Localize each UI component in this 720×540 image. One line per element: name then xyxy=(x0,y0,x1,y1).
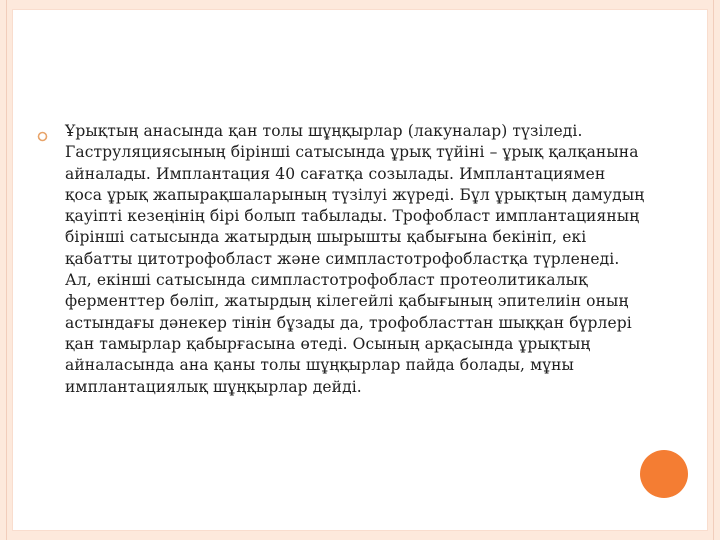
slide-body-paragraph: Ұрықтың анасында қан толы шұңқырлар (лакуналар) түзіледі. Гаструляциясының бірінші сатысында ұрық түйіні – ұрық қалқанына айналады. Имплантация 40 сағатқа созылады. Имплантациямен қоса ұрық жапырақшаларының түзілуі жүреді. Бұл ұрықтың дамудың қауіпті кезеңінің бірі болып табылады. Трофобласт имплантацияның бірінші сатысында жатырдың шырышты қабығына бекініп, екі қабатты цитотрофобласт және симпластотрофобластқа түрленеді. Ал, екінші сатысында симпластотрофобласт протеолитикалық ферменттер бөліп, жатырдың кілегейлі қабығының эпителиін оның астындағы дәнекер тінін бұзады да, трофобласттан шыққан бүрлері қан тамырлар қабырғасына өтеді. Осының арқасында ұрықтың айналасында ана қаны толы шұңқырлар пайда болады, мұны имплантациялық шұңқырлар дейді. xyxy=(65,122,645,396)
left-frame-line xyxy=(6,0,7,540)
hollow-circle-bullet-icon xyxy=(37,131,48,142)
right-frame-line xyxy=(713,0,714,540)
orange-circle-decoration xyxy=(640,450,688,498)
